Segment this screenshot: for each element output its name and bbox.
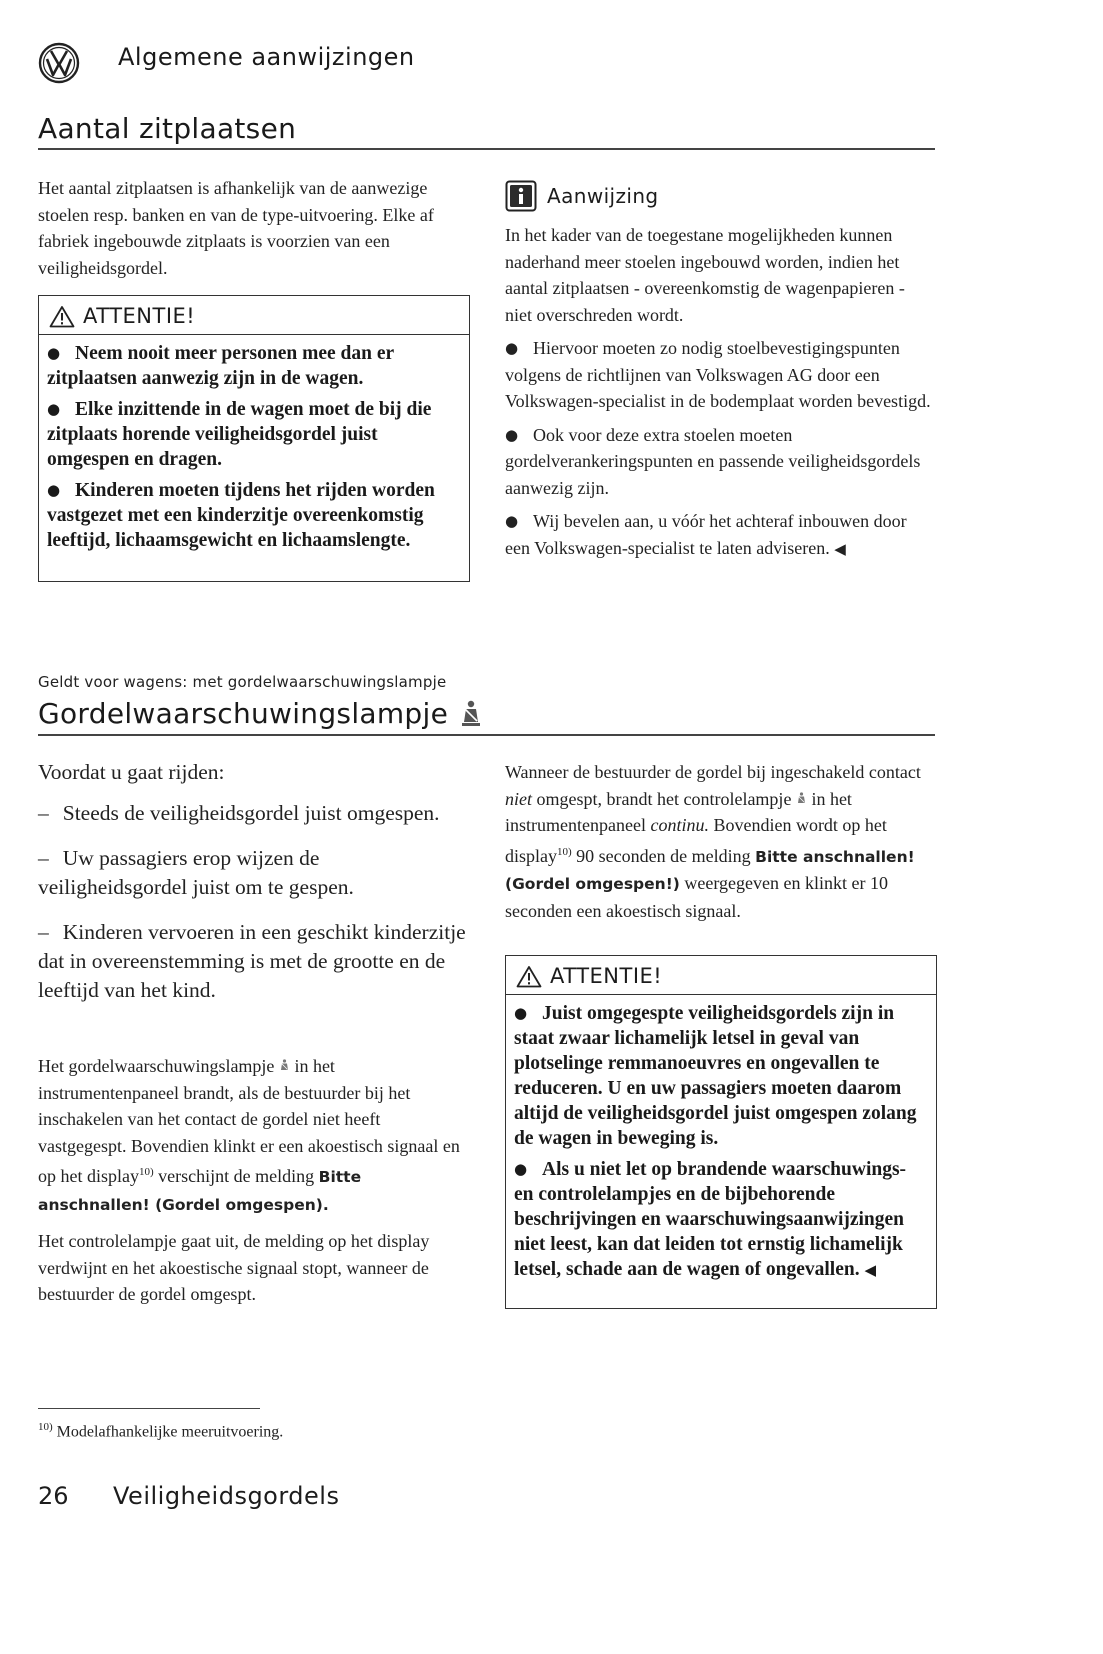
end-marker-icon: ◀ <box>834 539 846 558</box>
warning-header <box>39 296 469 335</box>
dash-marker: – <box>38 801 49 825</box>
bullet-icon: ● <box>47 344 61 362</box>
seatbelt-warning-icon <box>279 1058 290 1074</box>
note-label: Aanwijzing <box>547 184 659 208</box>
list-item: ● Ook voor deze extra stoelen moeten gordelverankeringspunten en passende veiligheidsgordels aanwezig zijn. <box>505 422 935 502</box>
list-item: ● Hiervoor moeten zo nodig stoelbevestigingspunten volgens de richtlijnen van Volkswagen AG door een Volkswagen-specialist in de bodemplaat worden bevestigd. <box>505 335 935 415</box>
belt-lamp-description: Het gordelwaarschuwingslampje in het instrumentenpaneel brandt, als de bestuurder bij het inschakelen van het contact de gordel niet heeft vastgegespt. Bovendien klinkt er een akoestisch signaal en op het display$^{10)}$ verschijnt de melding Bitte anschnallen! (Gordel omgespen). Het controlelampje gaat uit, de melding op het display verdwijnt en het akoestische signaal stopt, wanneer de bestuurder de gordel omgespt. <box>38 1053 470 1308</box>
continuous-lamp-description: Wanneer de bestuurder de gordel bij ingeschakeld contact niet omgespt, brandt het controlelampje in het instrumentenpaneel continu. Bovendien wordt op het display$^{10)}$ 90 seconden de melding Bitte anschnallen! (Gordel omgespen!) weergegeven en klinkt er 10 seconden een akoestisch signaal. <box>505 762 921 921</box>
section-rule <box>38 734 935 736</box>
applicability-caption: Geldt voor wagens: met gordelwaarschuwingslampje <box>38 673 447 691</box>
bullet-icon: ● <box>505 425 519 444</box>
running-header: Algemene aanwijzingen <box>118 43 415 71</box>
list-item: – Steeds de veiligheidsgordel juist omgespen. <box>38 801 440 825</box>
note-body <box>505 222 935 569</box>
info-icon <box>505 180 537 212</box>
lamp-off-description: Het controlelampje gaat uit, de melding op het display verdwijnt en het akoestische signaal stopt, wanneer de bestuurder de gordel omgespt. <box>38 1231 430 1304</box>
warning-header <box>506 956 936 995</box>
dash-marker: – <box>38 920 49 944</box>
section-rule <box>38 148 935 150</box>
list-item: ● Als u niet let op brandende waarschuwings- en controlelampjes en de bijbehorende beschrijvingen en waarschuwingsaanwijzingen niet leest, kan dat leiden tot ernstig lichamelijk letsel, schade aan de wagen of ongevallen. ◀ <box>514 1159 907 1280</box>
list-item: ● Elke inzittende in de wagen moet de bij die zitplaats horende veiligheidsgordel juist omgespen en dragen. <box>47 399 432 470</box>
seats-intro: Het aantal zitplaatsen is afhankelijk van de aanwezige stoelen resp. banken en van de type-uitvoering. Elke af fabriek ingebouwde zitplaats is voorzien van een veiligheidsgordel. <box>38 178 434 278</box>
bullet-icon: ● <box>47 400 61 418</box>
warning-triangle-icon <box>516 965 542 988</box>
footnote-rule <box>38 1408 260 1409</box>
warning-list <box>506 995 936 1283</box>
bullet-icon: ● <box>505 512 519 530</box>
display-message: Bitte anschnallen! (Gordel omgespen). <box>38 1168 362 1214</box>
section-title-seats: Aantal zitplaatsen <box>38 112 297 145</box>
page-number: 26 <box>38 1482 69 1510</box>
section-title-text: Gordelwaarschuwingslampje <box>38 697 449 730</box>
note-header <box>505 180 659 212</box>
warning-box-seats <box>38 295 470 582</box>
end-marker-icon: ◀ <box>864 1261 876 1279</box>
bullet-icon: ● <box>514 1004 528 1022</box>
driving-instructions <box>38 758 468 1021</box>
list-item: – Kinderen vervoeren in een geschikt kinderzitje dat in overeenstemming is met de grootte en de leeftijd van het kind. <box>38 920 466 1002</box>
bullet-icon: ● <box>505 339 519 357</box>
bullet-icon: ● <box>47 481 61 499</box>
footnote <box>38 1421 283 1441</box>
footer-chapter-title: Veiligheidsgordels <box>113 1482 340 1510</box>
footnote-mark: 10) <box>38 1421 53 1433</box>
list-item: ● Wij bevelen aan, u vóór het achteraf inbouwen door een Volkswagen-specialist te laten adviseren. ◀ <box>505 508 935 562</box>
dash-marker: – <box>38 846 49 870</box>
seatbelt-warning-icon <box>460 700 482 728</box>
footnote-text: Modelafhankelijke meeruitvoering. <box>56 1423 284 1441</box>
note-intro: In het kader van de toegestane mogelijkheden kunnen naderhand meer stoelen ingebouwd worden, indien het aantal zitplaatsen - overeenkomstig de wagenpapieren - niet overschreden wordt. <box>505 225 905 325</box>
warning-label: ATTENTIE! <box>550 964 663 988</box>
warning-box-belt <box>505 955 937 1309</box>
display-message: Bitte anschnallen! (Gordel omgespen!) <box>505 847 915 893</box>
list-item: ● Juist omgegespte veiligheidsgordels zijn in staat zwaar lichamelijk letsel in geval van plotselinge remmanoeuvres en ongevallen te reduceren. U en uw passagiers moeten daarom altijd de veiligheidsgordel juist omgespen zolang de wagen in beweging is. <box>514 1003 917 1149</box>
seatbelt-warning-icon <box>796 791 807 807</box>
warning-label: ATTENTIE! <box>83 304 196 328</box>
warning-triangle-icon <box>49 305 75 328</box>
list-item: ● Neem nooit meer personen mee dan er zitplaatsen aanwezig zijn in de wagen. <box>47 343 394 389</box>
section-title-belt-warning <box>38 697 482 730</box>
instructions-lead: Voordat u gaat rijden: <box>38 760 225 784</box>
list-item: ● Kinderen moeten tijdens het rijden worden vastgezet met een kinderzitje overeenkomstig leeftijd, lichaamsgewicht en lichaamslengte. <box>47 480 435 551</box>
vw-logo-icon <box>38 42 80 84</box>
list-item: – Uw passagiers erop wijzen de veiligheidsgordel juist om te gespen. <box>38 846 354 899</box>
warning-list <box>39 335 469 553</box>
bullet-icon: ● <box>514 1160 528 1178</box>
